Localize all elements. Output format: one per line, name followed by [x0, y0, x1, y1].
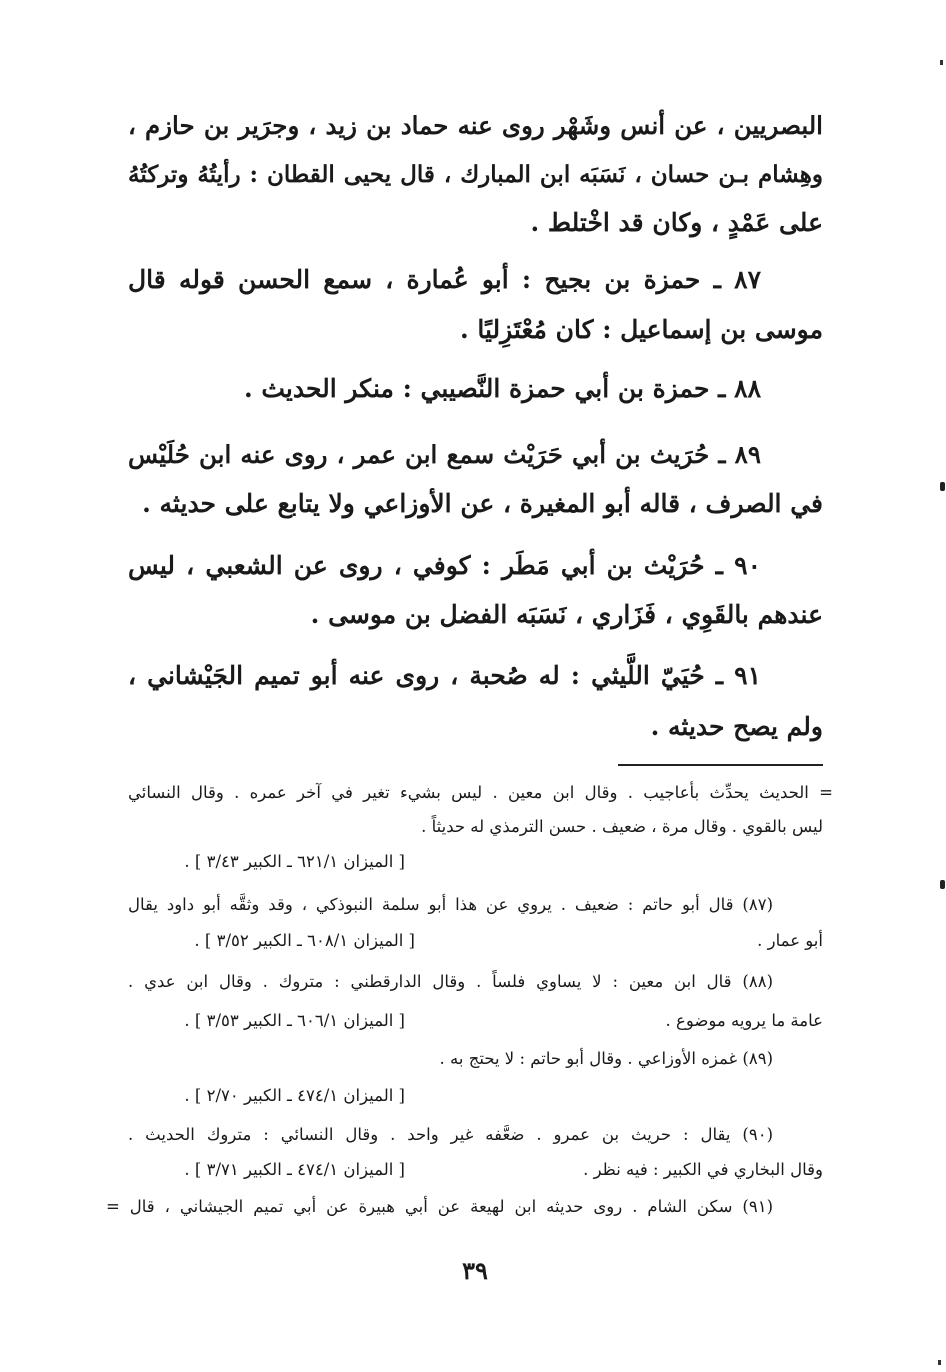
entry-89-line: ٨٩ ـ حُرَيث بن أبي حَرَيْث سمع ابن عمر ، روى عنه ابن حُلَيْس	[128, 440, 761, 469]
scan-corner-mark	[938, 1360, 941, 1365]
main-text-line: البصريين ، عن أنس وشَهْر روى عنه حماد بن زيد ، وجرَير بن حازم ،	[128, 111, 823, 140]
footnote-91-line: (٩١) سكن الشام . روى حديثه ابن لهيعة عن أبي هبيرة عن أبي تميم الجيشاني ، قال =	[106, 1197, 773, 1216]
entry-87-line: ٨٧ ـ حمزة بن بجيح : أبو عُمارة ، سمع الحسن قوله قال	[128, 265, 761, 294]
footnote-88-line: (٨٨) قال ابن معين : لا يساوي فلساً . وقال الدارقطني : متروك . وقال ابن عدي .	[128, 972, 773, 991]
scan-edge-mark	[940, 482, 945, 491]
main-text-line: ولم يصح حديثه .	[650, 712, 823, 741]
main-text-line: على عَمْدٍ ، وكان قد اخْتلط .	[530, 208, 823, 237]
page-number: ٣٩	[462, 1256, 488, 1285]
main-text-line: وهِشام بـن حسان ، نَسَبَه ابن المبارك ، قال يحيى القطان : رأيتُهُ وتركتُهُ	[128, 161, 823, 188]
footnote-line: أبو عمار .	[757, 931, 823, 950]
main-text-line: في الصرف ، قاله أبو المغيرة ، عن الأوزاعي ولا يتابع على حديثه .	[142, 489, 823, 518]
footnote-reference: [ الميزان ٤٧٤/١ ـ الكبير ٢/٧٠ ] .	[184, 1086, 405, 1105]
scan-edge-mark	[940, 880, 945, 889]
main-text-line: موسى بن إسماعيل : كان مُعْتَزِليًا .	[459, 315, 823, 344]
footnote-divider	[618, 764, 823, 766]
footnote-reference: [ الميزان ٦٢١/١ ـ الكبير ٣/٤٣ ] .	[184, 852, 405, 871]
footnote-90-line: (٩٠) يقال : حريث بن عمرو . ضعَّفه غير واحد . وقال النسائي : متروك الحديث .	[128, 1125, 773, 1144]
scan-corner-mark	[940, 60, 943, 65]
footnote-87-line: (٨٧) قال أبو حاتم : ضعيف . يروي عن هذا أبو سلمة النبوذكي ، وقد وثقَّه أبو داود يقال	[128, 895, 773, 914]
main-text-line: عندهم بالقَوِي ، فَزَاري ، نَسَبَه الفضل بن موسى .	[310, 600, 823, 629]
footnote-line: وقال البخاري في الكبير : فيه نظر .	[583, 1160, 823, 1179]
footnote-reference: [ الميزان ٤٧٤/١ ـ الكبير ٣/٧١ ] .	[184, 1160, 405, 1179]
footnote-reference: [ الميزان ٦٠٨/١ ـ الكبير ٣/٥٢ ] .	[194, 931, 415, 950]
footnote-line: ليس بالقوي . وقال مرة ، ضعيف . حسن الترمذي له حديثاً .	[421, 817, 823, 836]
entry-91-line: ٩١ ـ حُيَيّ اللَّيثي : له صُحبة ، روى عنه أبو تميم الجَيْشاني ،	[128, 661, 761, 690]
footnote-line: = الحديث يحدِّث بأعاجيب . وقال ابن معين . ليس بشيء تغير في آخر عمره . وقال النسائي	[128, 783, 833, 802]
footnote-line: عامة ما يرويه موضوع .	[665, 1011, 823, 1030]
footnote-89-line: (٨٩) غمزه الأوزاعي . وقال أبو حاتم : لا يحتج به .	[439, 1049, 773, 1068]
footnote-reference: [ الميزان ٦٠٦/١ ـ الكبير ٣/٥٣ ] .	[184, 1011, 405, 1030]
entry-88-line: ٨٨ ـ حمزة بن أبي حمزة النَّصيبي : منكر الحديث .	[243, 374, 761, 403]
entry-90-line: ٩٠ ـ حُرَيْث بن أبي مَطَر : كوفي ، روى عن الشعبي ، ليس	[128, 551, 761, 580]
